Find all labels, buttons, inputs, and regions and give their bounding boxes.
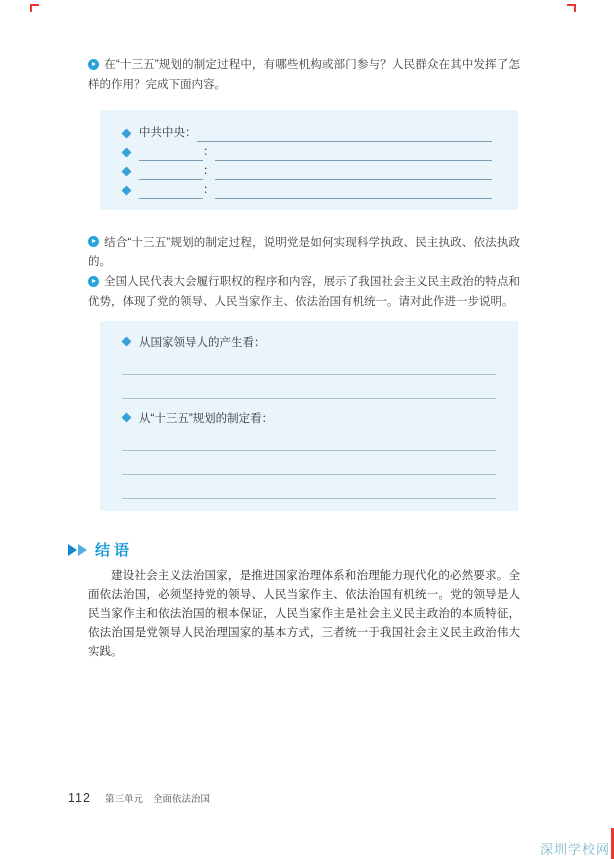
fill-row-blank-2	[122, 142, 492, 161]
diamond-bullet-icon	[122, 166, 132, 176]
page-content	[68, 56, 520, 662]
answer-section-2	[122, 409, 496, 499]
crop-mark-top-right-icon	[567, 4, 576, 12]
fill-row-colon: ：	[203, 165, 215, 178]
activity-question-3	[88, 273, 520, 313]
activity-question-1	[88, 56, 520, 96]
diamond-bullet-icon	[122, 337, 132, 347]
conclusion-heading: 结语	[95, 542, 134, 560]
page-footer	[68, 791, 210, 805]
site-watermark: 深圳学校网	[539, 842, 610, 857]
conclusion-section	[68, 541, 520, 662]
fill-in-blank-box	[100, 110, 518, 210]
double-triangle-icon	[68, 544, 87, 556]
activity-question-1-text: 在“十三五”规划的制定过程中，有哪些机构或部门参与？人民群众在其中发挥了怎样的作用？完成下面内容。	[88, 59, 520, 91]
writing-line	[122, 475, 496, 499]
answer-writing-box	[100, 321, 518, 511]
subject-blank-line	[139, 168, 203, 180]
answer-blank-line	[215, 187, 493, 199]
page-number: 112	[68, 791, 91, 805]
conclusion-paragraph: 建设社会主义法治国家，是推进国家治理体系和治理能力现代化的必然要求。全面依法治国，必须坚持党的领导、人民当家作主、依法治国有机统一。党的领导是人民当家作主和依法治国的根本保证，人民当家作主是社会主义民主政治的本质特征，依法治国是党领导人民治理国家的基本方式，三者统一于我国社会主义民主政治伟大实践。	[88, 569, 520, 658]
answer-blank-line	[215, 168, 493, 180]
writing-line	[122, 351, 496, 375]
footer-unit-title: 全面依法治国	[152, 794, 210, 805]
writing-line	[122, 375, 496, 399]
activity-bullet-icon	[88, 59, 99, 70]
activity-question-2	[88, 234, 520, 274]
fill-row-central-committee	[122, 123, 492, 142]
fill-row-colon: ：	[185, 127, 197, 140]
crop-mark-top-left-icon	[30, 4, 39, 12]
answer-section-2-heading: 从“十三五”规划的制定看：	[139, 412, 274, 425]
answer-section-2-heading-row	[122, 409, 496, 427]
answer-section-1-heading: 从国家领导人的产生看：	[139, 336, 266, 349]
answer-blank-line	[197, 130, 493, 142]
activity-question-2-text: 结合“十三五”规划的制定过程，说明党是如何实现科学执政、民主执政、依法执政的。	[88, 236, 520, 269]
subject-blank-line	[139, 149, 203, 161]
diamond-bullet-icon	[122, 147, 132, 157]
fill-row-colon: ：	[203, 146, 215, 159]
answer-section-1-heading-row	[122, 333, 496, 351]
footer-unit-label: 第三单元	[104, 794, 143, 805]
subject-blank-line	[139, 187, 203, 199]
fill-row-label: 中共中央	[139, 127, 185, 140]
answer-section-1	[122, 333, 496, 399]
activity-bullet-icon	[88, 276, 99, 287]
writing-line	[122, 451, 496, 475]
fill-row-blank-4	[122, 180, 492, 199]
diamond-bullet-icon	[122, 413, 132, 423]
activity-question-3-text: 全国人民代表大会履行职权的程序和内容，展示了我国社会主义民主政治的特点和优势，体现了党的领导、人民当家作主、依法治国有机统一。请对此作进一步说明。	[88, 276, 520, 308]
answer-blank-line	[215, 149, 493, 161]
conclusion-heading-row	[68, 541, 520, 559]
activity-bullet-icon	[88, 236, 99, 247]
diamond-bullet-icon	[122, 128, 132, 138]
fill-row-blank-3	[122, 161, 492, 180]
writing-line	[122, 427, 496, 451]
fill-row-colon: ：	[203, 184, 215, 197]
diamond-bullet-icon	[122, 185, 132, 195]
